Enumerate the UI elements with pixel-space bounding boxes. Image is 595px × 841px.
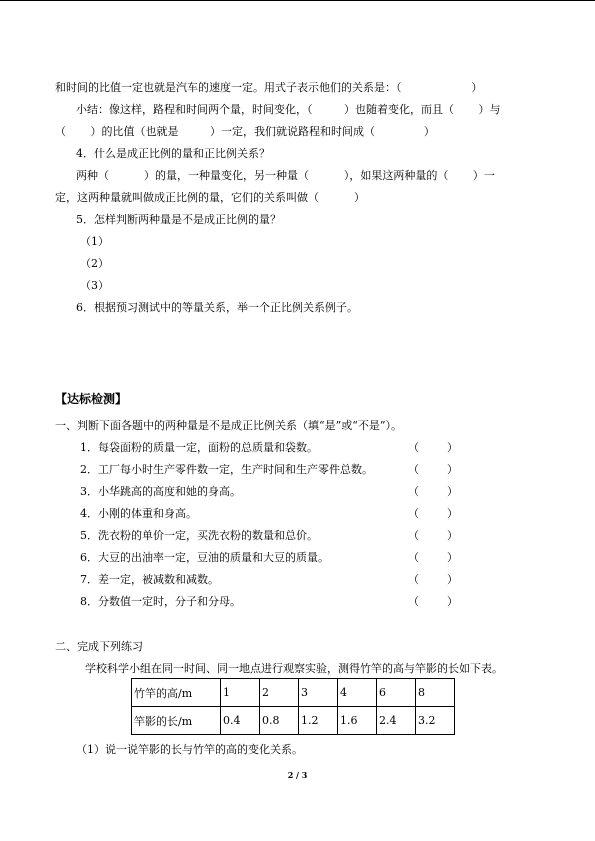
list-item: 6．大豆的出油率一定，豆油的质量和大豆的质量。 [80,551,329,564]
table-cell: 2.4 [377,707,416,735]
answer-box[interactable]: （ ） [408,441,458,454]
table-cell: 2 [260,679,299,707]
table-cell: 0.4 [221,707,260,735]
section-title: 【达标检测】 [55,392,128,406]
list-item: 3．小华跳高的高度和她的身高。 [80,485,241,498]
list-item: 2．工厂每小时生产零件数一定，生产时间和生产零件总数。 [80,463,373,476]
question-text: （1）说一说竿影的长与竹竿的高的变化关系。 [76,743,303,756]
list-item: 8．分数值一定时，分子和分母。 [80,595,241,608]
table-row-header: 竿影的长/m [132,707,221,735]
text-line: 6．根据预习测试中的等量关系，举一个正比例关系例子。 [76,301,358,314]
table-row [132,679,455,707]
text-line: 和时间的比值一定也就是汽车的速度一定。用式子表示他们的关系是：（ ） [55,81,483,94]
table-cell: 8 [416,679,455,707]
answer-box[interactable]: （ ） [408,529,458,542]
table-cell: 6 [377,679,416,707]
answer-box[interactable]: （ ） [408,485,458,498]
text-line: （3） [80,279,109,292]
table-cell: 3.2 [416,707,455,735]
table-cell: 1.6 [338,707,377,735]
part2-title: 二、完成下列练习 [55,640,143,653]
list-item: 4．小刚的体重和身高。 [80,507,197,520]
top-rule [0,0,595,1]
text-line: （ ）的比值（也就是 ）一定，我们就说路程和时间成（ ） [55,125,435,138]
answer-box[interactable]: （ ） [408,551,458,564]
answer-box[interactable]: （ ） [408,573,458,586]
text-line: 两种（ ）的量，一种量变化，另一种量（ ），如果这两种量的（ ）一 [76,169,495,182]
table-cell: 0.8 [260,707,299,735]
part1-title: 一、判断下面各题中的两种量是不是成正比例关系（填“是”或“不是”）。 [55,419,402,432]
page-number: 2 / 3 [287,770,308,780]
table-cell: 1 [221,679,260,707]
answer-box[interactable]: （ ） [408,595,458,608]
list-item: 7．差一定，被减数和减数。 [80,573,219,586]
text-line: 4．什么是成正比例的量和正比例关系？ [76,147,270,160]
text-line: 5．怎样判断两种量是不是成正比例的量？ [76,213,281,226]
text-line: 小结：像这样，路程和时间两个量，时间变化，（ ）也随着变化，而且（ ）与 [76,103,501,116]
part2-desc: 学校科学小组在同一时间、同一地点进行观察实验，测得竹竿的高与竿影的长如下表。 [85,662,503,675]
text-line: （2） [80,257,109,270]
text-line: 定，这两种量就叫做成正比例的量，它们的关系叫做（ ） [55,191,365,204]
data-table [131,678,455,735]
answer-box[interactable]: （ ） [408,507,458,520]
list-item: 1．每袋面粉的质量一定，面粉的总质量和袋数。 [80,441,318,454]
list-item: 5．洗衣粉的单价一定，买洗衣粉的数量和总价。 [80,529,318,542]
table-cell: 3 [299,679,338,707]
text-line: （1） [80,235,109,248]
table-row [132,707,455,735]
answer-box[interactable]: （ ） [408,463,458,476]
table-cell: 4 [338,679,377,707]
table-row-header: 竹竿的高/m [132,679,221,707]
table-cell: 1.2 [299,707,338,735]
